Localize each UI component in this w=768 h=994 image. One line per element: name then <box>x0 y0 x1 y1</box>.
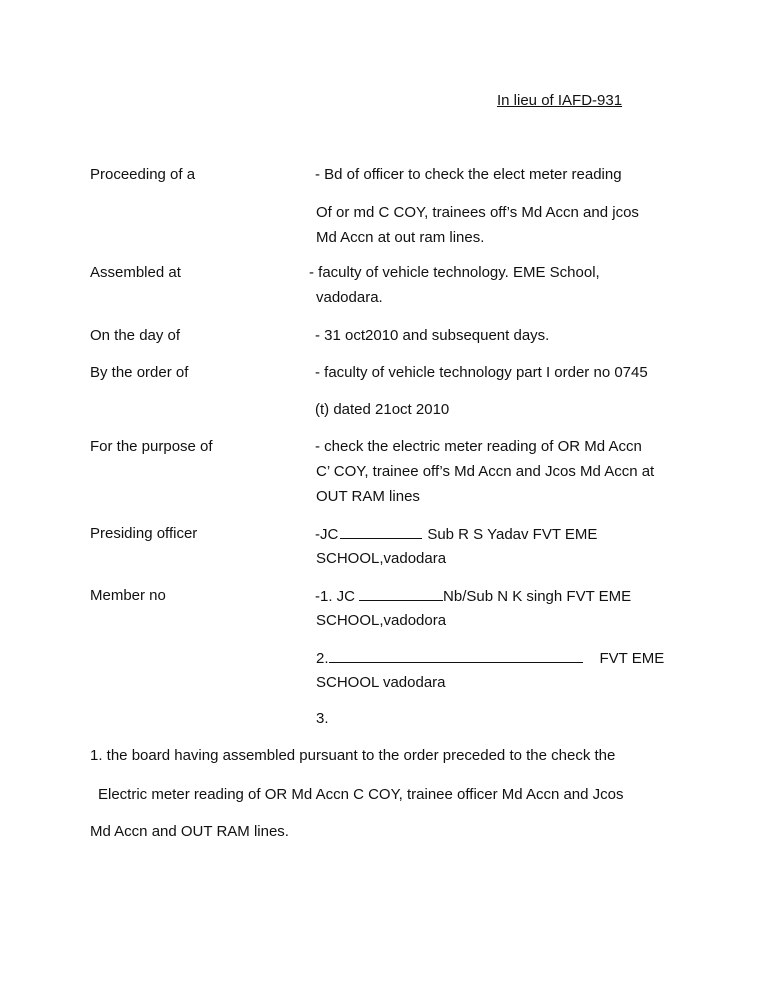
value-member2-line1 <box>316 648 664 669</box>
body-line3: Md Accn and OUT RAM lines. <box>90 823 289 840</box>
value-order-line1: - faculty of vehicle technology part I order no 0745 <box>315 364 648 381</box>
body-line2: Electric meter reading of OR Md Accn C COY, trainee officer Md Accn and Jcos <box>98 786 624 803</box>
value-member2-line2: SCHOOL vadodara <box>316 674 446 691</box>
presiding-name-blank <box>340 524 422 539</box>
value-order-line2: (t) dated 21oct 2010 <box>315 401 450 418</box>
value-member1-line2: SCHOOL,vadodora <box>316 612 447 629</box>
value-day: - 31 oct2010 and subsequent days. <box>315 327 550 344</box>
label-day: On the day of <box>90 327 181 344</box>
value-purpose-line1: - check the electric meter reading of OR Md Accn <box>315 438 642 455</box>
member1-prefix: -1. JC <box>315 588 356 605</box>
value-proceeding-line1: - Bd of officer to check the elect meter reading <box>315 166 622 183</box>
document-reference: In lieu of IAFD-931 <box>497 92 623 109</box>
value-presiding-line1 <box>315 524 597 545</box>
value-proceeding-line2: Of or md C COY, trainees off’s Md Accn and jcos <box>316 204 639 221</box>
value-member3: 3. <box>316 710 329 727</box>
member1-suffix: Nb/Sub N K singh FVT EME <box>443 588 632 605</box>
label-presiding-officer: Presiding officer <box>90 525 198 542</box>
value-member1-line1 <box>315 586 631 607</box>
value-presiding-line2: SCHOOL,vadodara <box>316 550 447 567</box>
value-assembled-line2: vadodara. <box>316 289 383 306</box>
presiding-prefix: -JC <box>315 526 339 543</box>
member1-name-blank <box>359 586 443 601</box>
value-purpose-line2: C’ COY, trainee off’s Md Accn and Jcos Md Accn at <box>316 463 655 480</box>
value-purpose-line3: OUT RAM lines <box>316 488 420 505</box>
label-member-no: Member no <box>90 587 166 604</box>
label-assembled: Assembled at <box>90 264 181 281</box>
body-line1: 1. the board having assembled pursuant to the order preceded to the check the <box>90 747 616 764</box>
label-proceeding: Proceeding of a <box>90 166 196 183</box>
label-purpose: For the purpose of <box>90 438 213 455</box>
value-proceeding-line3: Md Accn at out ram lines. <box>316 229 485 246</box>
member2-prefix: 2. <box>316 650 329 667</box>
member2-suffix: FVT EME <box>599 650 665 667</box>
value-assembled-line1: - faculty of vehicle technology. EME School, <box>309 264 600 281</box>
presiding-suffix: Sub R S Yadav FVT EME <box>427 526 598 543</box>
member2-name-blank <box>329 648 583 663</box>
label-order: By the order of <box>90 364 189 381</box>
